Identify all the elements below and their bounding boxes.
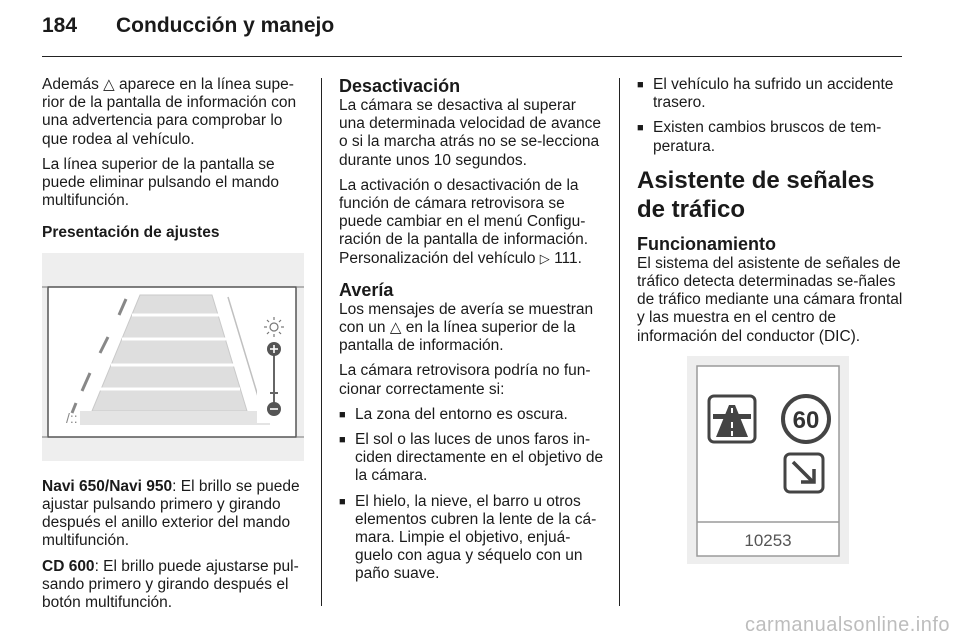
paragraph-fault-2: La cámara retrovisora podría no fun-cionar correctamente si:: [339, 362, 591, 398]
page-header: [42, 14, 334, 38]
fault-conditions-list: [339, 406, 605, 584]
text: La activación o desactivación de la función de cámara retrovisora se puede cambiar en el menú Configu-ración de la pantalla de información. Personalización del vehículo: [339, 176, 589, 267]
paragraph-warning-info: [42, 76, 304, 149]
list-item: ■ Existen cambios bruscos de tem-peratura.: [637, 119, 905, 155]
text: en la línea superior de la pantalla de información.: [339, 319, 576, 355]
page-number: 184: [42, 14, 78, 37]
list-item: ■ El sol o las luces de unos faros in-ciden directamente en el objetivo de la cámara.: [339, 431, 605, 486]
camera-display-figure: [42, 253, 304, 466]
paragraph-operation: El sistema del asistente de señales de tráfico detecta determinadas se-ñales de tráfico mediante una cámara frontal y las muestra en el centro de información del conductor (DIC).: [637, 254, 903, 345]
paragraph-cd: [42, 558, 304, 613]
text: Además: [42, 76, 104, 93]
warning-triangle-icon: △: [389, 319, 402, 337]
paragraph-fault-1: [339, 301, 605, 356]
list-item: ■ La zona del entorno es oscura.: [339, 406, 605, 424]
heading-deactivation: Desactivación: [339, 76, 461, 96]
heading-fault: Avería: [339, 279, 394, 300]
fault-conditions-list-cont: [637, 76, 905, 156]
navi-label: Navi 650/Navi 950: [42, 477, 173, 495]
list-item: ■ El hielo, la nieve, el barro u otros elementos cubren la lente de la cá-mara. Limpie el objetivo, enjuá-guelo con agua y séquelo con un paño suave.: [339, 493, 605, 584]
column-3: [637, 76, 905, 569]
paragraph-remove-line: La línea superior de la pantalla se puede eliminar pulsando el mando multifunción.: [42, 155, 279, 210]
heading-operation: Funcionamiento: [637, 233, 776, 254]
svg-text:/::: /::: [66, 409, 78, 426]
rear-camera-illustration: [42, 253, 304, 461]
column-divider: [619, 78, 620, 606]
subheading-settings: Presentación de ajustes: [42, 224, 220, 242]
paragraph-deact-2: [339, 177, 605, 268]
text: aparece en la línea supe-rior de la pantalla de información con una advertencia para comprobar lo que rodea al vehículo.: [42, 76, 297, 148]
header-rule: [42, 56, 902, 57]
column-divider: [321, 78, 322, 606]
column-2: [339, 76, 605, 591]
warning-triangle-icon: △: [103, 76, 115, 93]
dic-figure: [687, 356, 905, 569]
watermark: carmanualsonline.info: [744, 614, 950, 636]
text: Los mensajes de avería se muestran con un: [339, 300, 594, 337]
column-1: [42, 76, 304, 619]
page-title: Conducción y manejo: [116, 14, 335, 37]
dic-code: 10253: [744, 530, 792, 550]
text: : El brillo puede ajustarse pul-sando primero y girando después el botón multifunción.: [42, 557, 299, 612]
page-reference-icon: ▷: [539, 250, 550, 266]
section-heading: Asistente de señales de tráfico: [637, 166, 875, 223]
speed-limit-value: 60: [792, 406, 820, 434]
traffic-sign-display: [687, 356, 849, 564]
cd-label: CD 600: [42, 557, 95, 575]
page-reference: 111.: [554, 249, 582, 267]
paragraph-deact-1: La cámara se desactiva al superar una determinada velocidad de avance o si la marcha atrás no se se-lecciona durante unos 10 segundos.: [339, 97, 601, 169]
paragraph-navi: [42, 478, 304, 551]
list-item: ■ El vehículo ha sufrido un accidente trasero.: [637, 76, 905, 112]
text: : El brillo se puede ajustar pulsando primero y girando después el anillo exterior del mando multifunción.: [42, 477, 300, 550]
